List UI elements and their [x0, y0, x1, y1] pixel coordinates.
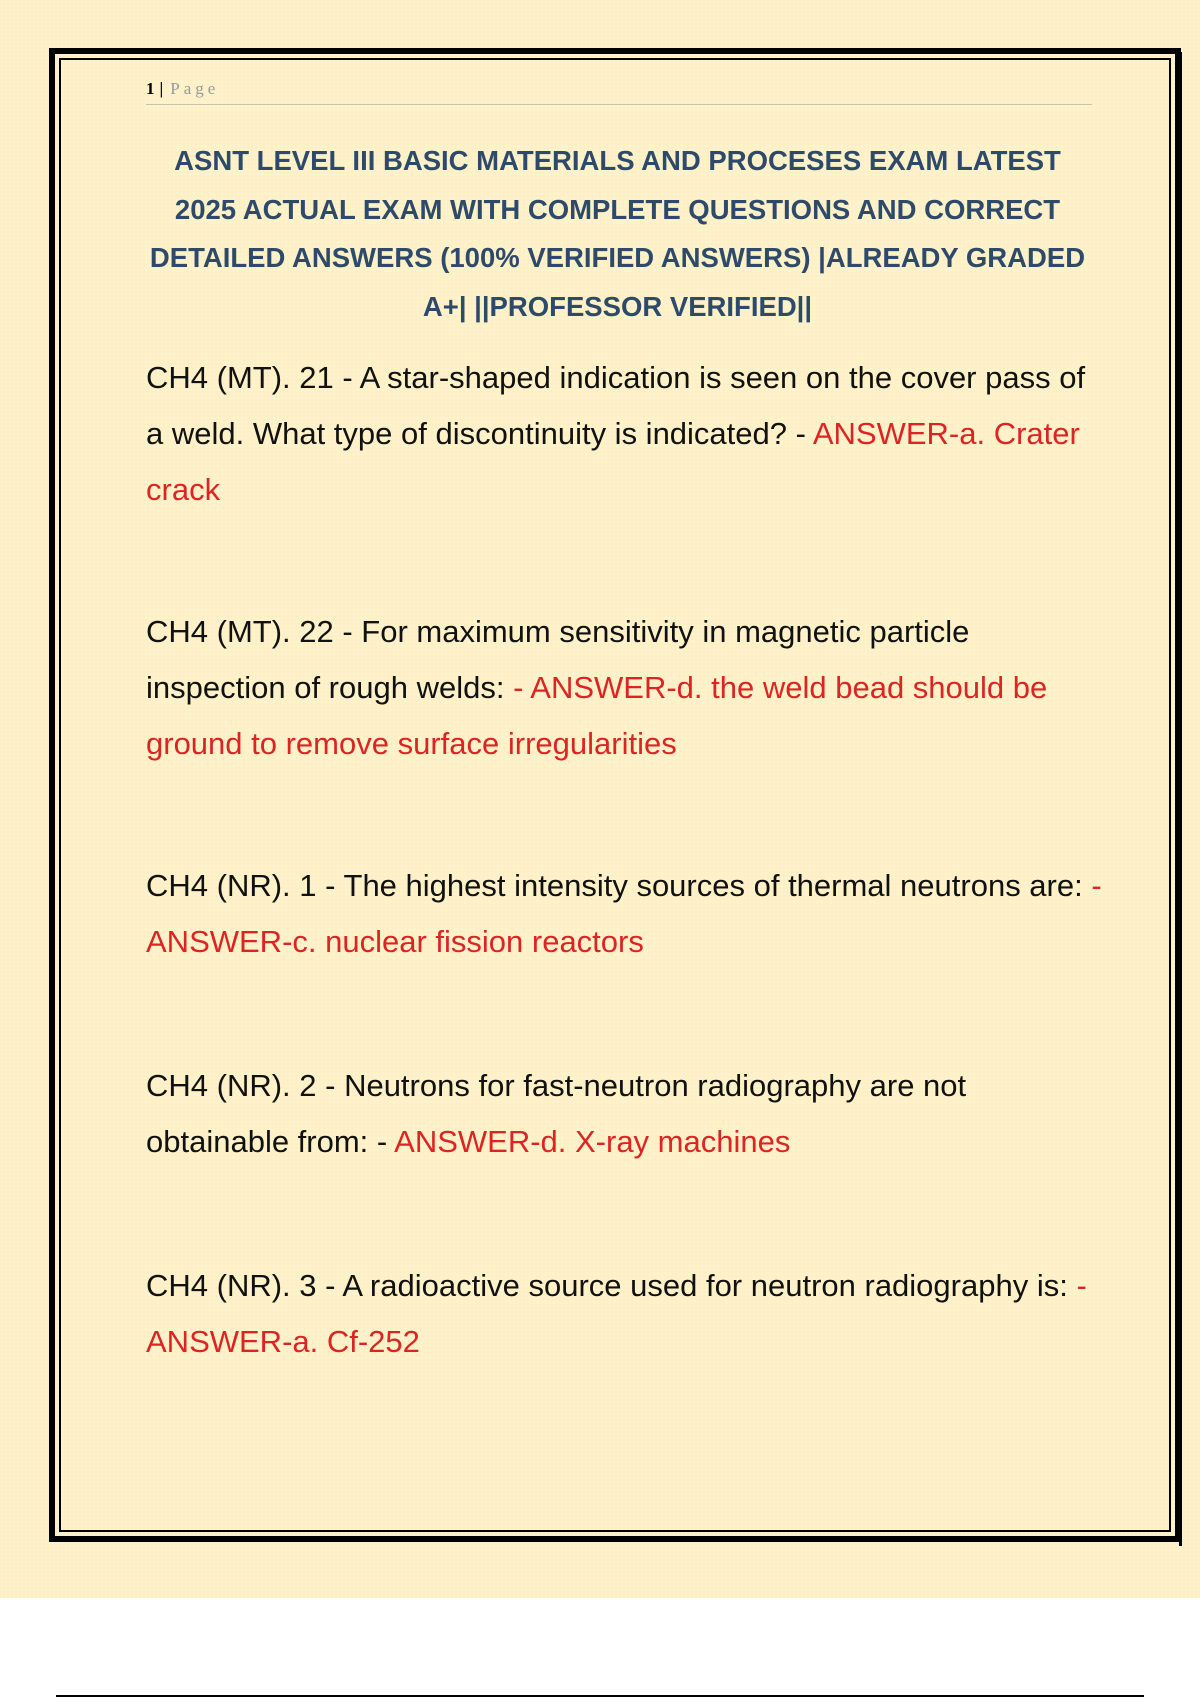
question-text: CH4 (MT). 22 - For maximum sensitivity in magnetic particle inspection of rough welds: [146, 614, 970, 705]
question-text: CH4 (MT). 21 - A star-shaped indication is seen on the cover pass of a weld. What type of discontinuity is indicated? - [146, 360, 1086, 451]
question-text: CH4 (NR). 2 - Neutrons for fast-neutron radiography are not obtainable from: - [146, 1068, 967, 1159]
document-title: ASNT LEVEL III BASIC MATERIALS AND PROCESES EXAM LATEST 2025 ACTUAL EXAM WITH COMPLETE QUESTIONS AND CORRECT DETAILED ANSWERS (100% VERIFIED ANSWERS) |ALREADY GRADED A+| ||PROFESSOR VERIFIED|| [149, 145, 1086, 322]
page-header-separator: | [159, 79, 165, 98]
page-header [146, 74, 1092, 105]
question-text: CH4 (NR). 1 - The highest intensity sources of thermal neutrons are: [146, 868, 1092, 903]
answer-text: - ANSWER-a. Cf-252 [146, 1268, 1087, 1359]
answer-text: - ANSWER-c. nuclear fission reactors [146, 868, 1102, 959]
page-number: 1 [146, 79, 156, 98]
qa-item-5 [146, 1258, 1106, 1370]
question-text: CH4 (NR). 3 - A radioactive source used for neutron radiography is: [146, 1268, 1077, 1303]
bottom-divider [56, 1695, 1144, 1697]
answer-text: ANSWER-d. X-ray machines [394, 1124, 791, 1159]
answer-text: - ANSWER-d. the weld bead should be ground to remove surface irregularities [146, 670, 1048, 761]
qa-item-1 [146, 350, 1106, 518]
qa-item-4 [146, 1058, 1106, 1170]
page-border-shadow [1179, 52, 1182, 1546]
answer-text: ANSWER-a. Crater crack [146, 416, 1080, 507]
qa-item-3 [146, 858, 1106, 970]
page-label: Page [170, 79, 220, 98]
qa-item-2 [146, 604, 1106, 772]
